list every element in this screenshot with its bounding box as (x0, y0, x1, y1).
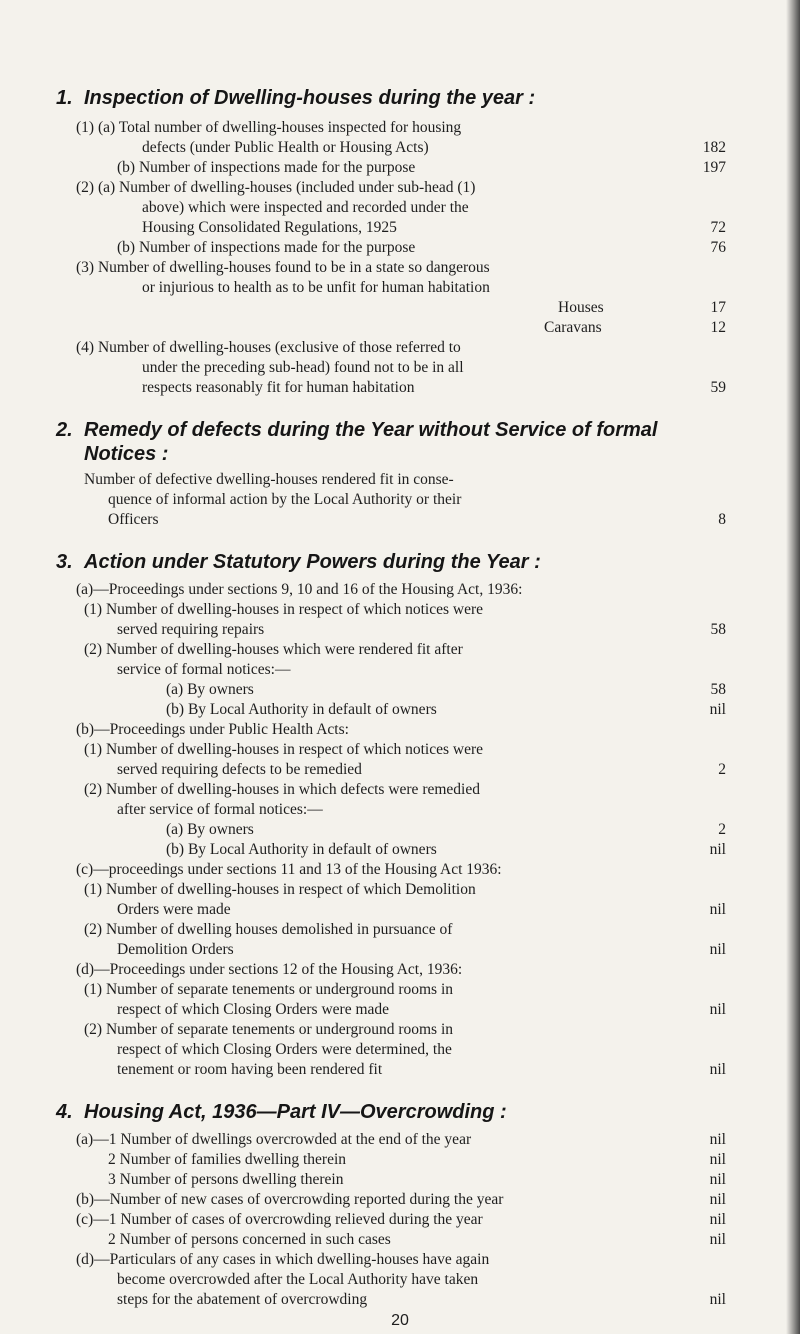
text-line: (b) Number of inspections made for the purpose (117, 159, 416, 176)
text-line: defects (under Public Health or Housing Acts) (142, 139, 429, 156)
value: 2 (718, 761, 726, 778)
text-line: (1) Number of separate tenements or underground rooms in (84, 981, 454, 998)
text-line: 2 Number of persons concerned in such cases (108, 1231, 391, 1248)
text-line: service of formal notices:— (117, 661, 291, 678)
text-line: (b)—Proceedings under Public Health Acts: (76, 721, 349, 738)
text-line: (a)—1 Number of dwellings overcrowded at the end of the year (76, 1131, 472, 1148)
text-line: tenement or room having been rendered fit (117, 1061, 383, 1078)
text-line: (b) Number of inspections made for the purpose (117, 239, 416, 256)
section-title: Remedy of defects during the Year without Service of formal (84, 419, 658, 441)
section-number: 4. (56, 1101, 73, 1123)
value: 58 (710, 681, 726, 698)
text-line: become overcrowded after the Local Authority have taken (117, 1271, 479, 1288)
text-line: (a)—Proceedings under sections 9, 10 and 16 of the Housing Act, 1936: (76, 581, 523, 598)
value: nil (709, 1211, 726, 1228)
text-line: Caravans (544, 319, 602, 336)
text-line: (a) By owners (166, 821, 254, 838)
section-title: Inspection of Dwelling-houses during the year : (84, 87, 536, 109)
text-line: respect of which Closing Orders were determined, the (117, 1041, 452, 1058)
value: nil (709, 1231, 726, 1248)
text-line: served requiring defects to be remedied (117, 761, 362, 778)
value: 8 (718, 511, 726, 528)
text-line: Demolition Orders (117, 941, 234, 958)
text-line: Officers (108, 511, 159, 528)
value: 197 (702, 159, 726, 176)
value: nil (709, 1131, 726, 1148)
text-line: respects reasonably fit for human habitation (142, 379, 415, 396)
value: nil (709, 1171, 726, 1188)
text-line: (2) Number of dwelling houses demolished in pursuance of (84, 921, 453, 938)
text-line: Housing Consolidated Regulations, 1925 (142, 219, 397, 236)
section-number: 1. (56, 87, 73, 109)
value: 12 (710, 319, 726, 336)
text-line: above) which were inspected and recorded under the (142, 199, 469, 216)
section-title: Housing Act, 1936—Part IV—Overcrowding : (84, 1101, 507, 1123)
text-line: Orders were made (117, 901, 231, 918)
section-title: Action under Statutory Powers during the Year : (84, 551, 541, 573)
page-number: 20 (391, 1312, 409, 1329)
text-line: (1) Number of dwelling-houses in respect of which notices were (84, 741, 484, 758)
text-line: 2 Number of families dwelling therein (108, 1151, 347, 1168)
section-2-heading (56, 418, 736, 466)
value: 72 (710, 219, 726, 236)
text-line: (c)—1 Number of cases of overcrowding relieved during the year (76, 1211, 483, 1228)
text-line: (3) Number of dwelling-houses found to be in a state so dangerous (76, 259, 490, 276)
value: nil (709, 941, 726, 958)
text-line: (d)—Proceedings under sections 12 of the Housing Act, 1936: (76, 961, 463, 978)
text-line: (2) Number of dwelling-houses which were rendered fit after (84, 641, 463, 658)
text-line: served requiring repairs (117, 621, 265, 638)
text-line: (1) Number of dwelling-houses in respect of which notices were (84, 601, 484, 618)
text-line: (2) Number of dwelling-houses in which defects were remedied (84, 781, 480, 798)
text-line: (b) By Local Authority in default of owners (166, 701, 437, 718)
text-line: (b)—Number of new cases of overcrowding reported during the year (76, 1191, 504, 1208)
section-title-cont: Notices : (84, 443, 169, 465)
value: nil (709, 841, 726, 858)
section-number: 2. (56, 419, 73, 441)
value: 76 (710, 239, 726, 256)
text-line: quence of informal action by the Local Authority or their (108, 491, 462, 508)
section-3-heading (56, 550, 736, 574)
text-line: respect of which Closing Orders were made (117, 1001, 390, 1018)
value: nil (709, 1001, 726, 1018)
text-line: (1) Number of dwelling-houses in respect of which Demolition (84, 881, 476, 898)
value: nil (709, 701, 726, 718)
text-line: (c)—proceedings under sections 11 and 13 of the Housing Act 1936: (76, 861, 502, 878)
text-line: Houses (558, 299, 604, 316)
text-line: (2) (a) Number of dwelling-houses (included under sub-head (1) (76, 179, 476, 196)
text-line: Number of defective dwelling-houses rendered fit in conse- (84, 471, 454, 488)
text-line: (4) Number of dwelling-houses (exclusive of those referred to (76, 339, 461, 356)
text-line: steps for the abatement of overcrowding (117, 1291, 368, 1308)
text-line: (b) By Local Authority in default of owners (166, 841, 437, 858)
value: nil (709, 1191, 726, 1208)
value: 2 (718, 821, 726, 838)
value: 182 (702, 139, 726, 156)
text-line: (1) (a) Total number of dwelling-houses inspected for housing (76, 119, 462, 136)
text-line: (a) By owners (166, 681, 254, 698)
value: 58 (710, 621, 726, 638)
text-line: (d)—Particulars of any cases in which dwelling-houses have again (76, 1251, 490, 1268)
text-line: under the preceding sub-head) found not to be in all (142, 359, 464, 376)
section-number: 3. (56, 551, 73, 573)
value: nil (709, 1291, 726, 1308)
section-1-heading (56, 86, 736, 110)
value: nil (709, 1151, 726, 1168)
text-line: 3 Number of persons dwelling therein (108, 1171, 344, 1188)
text-line: (2) Number of separate tenements or underground rooms in (84, 1021, 454, 1038)
value: 59 (710, 379, 726, 396)
section-4-heading (56, 1100, 736, 1124)
value: nil (709, 901, 726, 918)
page-edge-shadow (786, 0, 800, 1334)
value: nil (709, 1061, 726, 1078)
text-line: or injurious to health as to be unfit for human habitation (142, 279, 490, 296)
text-line: after service of formal notices:— (117, 801, 323, 818)
value: 17 (710, 299, 726, 316)
